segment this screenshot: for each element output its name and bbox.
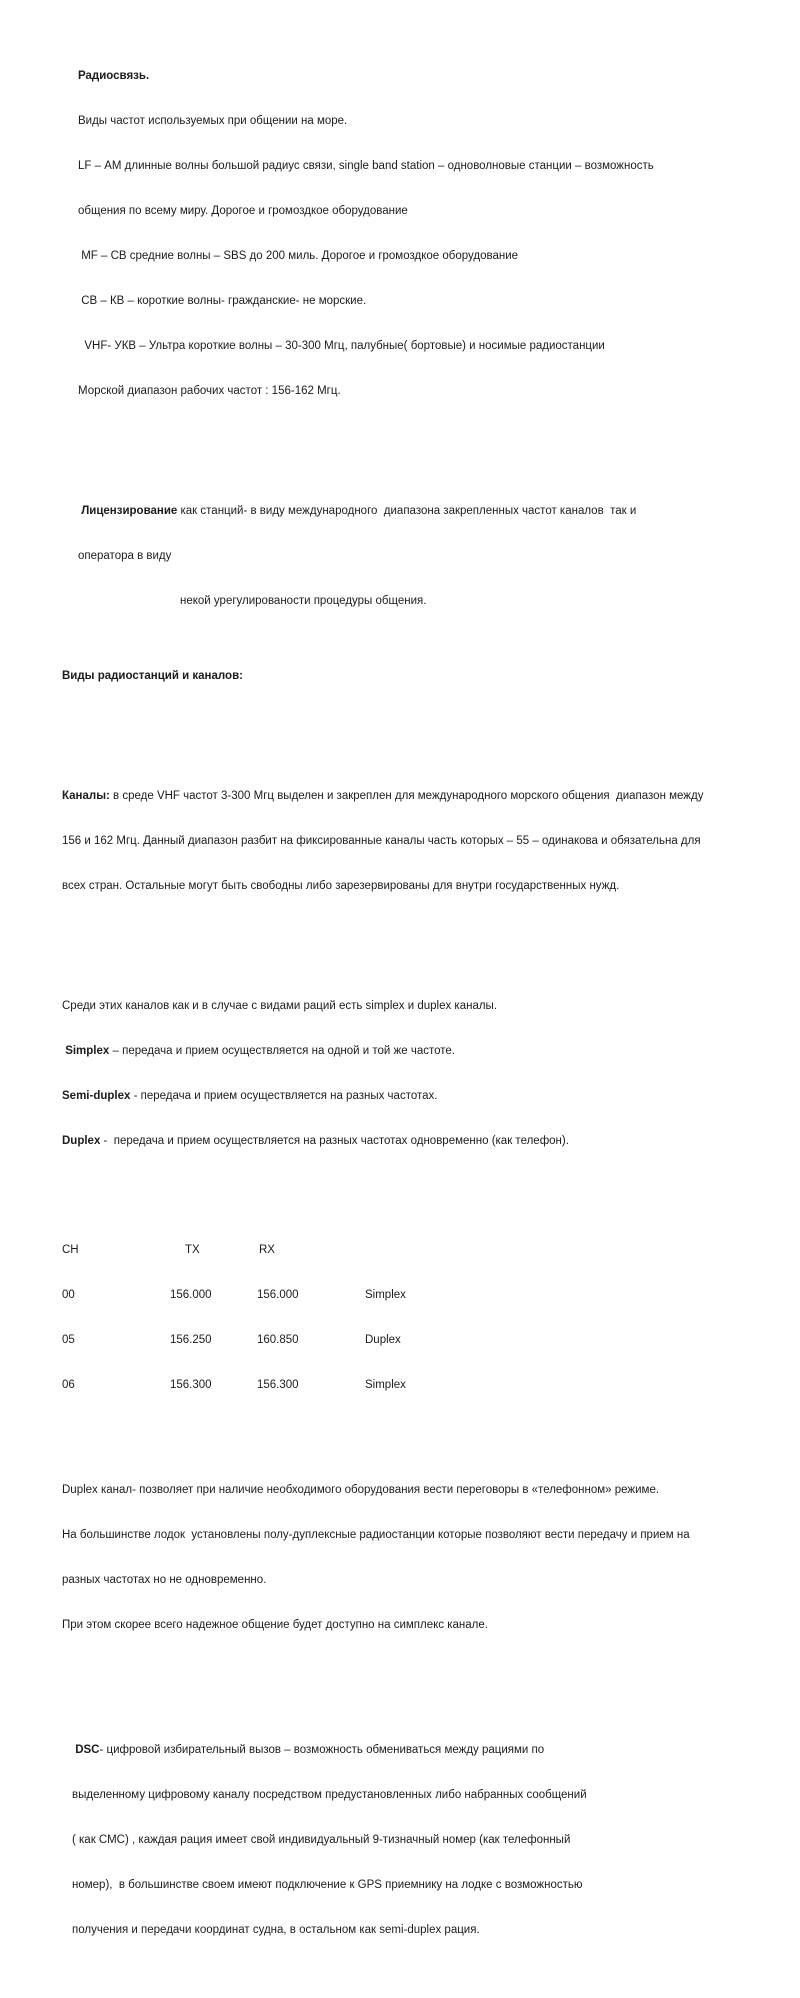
cell-rx: 160.850	[257, 1334, 299, 1346]
text-line-dsc	[0, 1743, 800, 1758]
text-line: VHF- УКВ – Ультра короткие волны – 30-300 Мгц, палубные( бортовые) и носимые радиостанции	[78, 340, 605, 352]
table-row	[0, 1333, 800, 1348]
section-heading: Виды радиостанций и каналов:	[62, 670, 243, 682]
text-line: Морской диапазон рабочих частот : 156-162 Мгц.	[78, 385, 341, 397]
text-line: всех стран. Остальные могут быть свободны либо зарезервированы для внутри государственных нужд.	[62, 880, 620, 892]
text-line: Duplex канал- позволяет при наличие необходимого оборудования вести переговоры в «телефонном» режиме.	[62, 1484, 660, 1496]
cell-mode: Duplex	[365, 1334, 401, 1346]
col-header-rx: RX	[259, 1244, 275, 1256]
cell-mode: Simplex	[365, 1379, 406, 1391]
cell-ch: 05	[62, 1334, 75, 1346]
text-line: ( как СМС) , каждая рация имеет свой индивидуальный 9-тизначный номер (как телефонный	[72, 1834, 571, 1846]
bold-run: Simplex	[62, 1045, 110, 1057]
text-line-channels	[0, 789, 800, 804]
channel-table	[0, 1213, 800, 1423]
bold-run: Каналы:	[62, 790, 110, 802]
cell-mode: Simplex	[365, 1289, 406, 1301]
text-line: На большинстве лодок установлены полу-дуплексные радиостанции которые позволяют вести передачу и прием на	[62, 1529, 690, 1541]
text-line-simplex	[0, 1044, 800, 1059]
table-header-row	[0, 1243, 800, 1258]
text-line: разных частотах но не одновременно.	[62, 1574, 267, 1586]
table-row	[0, 1288, 800, 1303]
text-line: номер), в большинстве своем имеют подключение к GPS приемнику на лодке с возможностью	[72, 1879, 583, 1891]
col-header-mode	[365, 1243, 800, 1258]
blank-line	[0, 714, 800, 729]
text-line: 156 и 162 Мгц. Данный диапазон разбит на фиксированные каналы часть которых – 55 – одинакова и обязательна для	[62, 835, 701, 847]
text-line: При этом скорее всего надежное общение будет доступно на симплекс канале.	[62, 1619, 488, 1631]
col-header-ch: CH	[62, 1244, 79, 1256]
cell-tx: 156.000	[170, 1289, 212, 1301]
cell-tx: 156.300	[170, 1379, 212, 1391]
text-run: - цифровой избирательный вызов – возможность обмениваться между рациями по	[99, 1744, 545, 1756]
text-line: LF – АМ длинные волны большой радиус связи, single band station – одноволновые станции – возможность	[78, 160, 654, 172]
text-line: общения по всему миру. Дорогое и громоздкое оборудование	[78, 205, 408, 217]
text-line: Среди этих каналов как и в случае с видами раций есть simplex и duplex каналы.	[62, 1000, 498, 1012]
cell-rx: 156.300	[257, 1379, 299, 1391]
bold-run: Duplex	[62, 1135, 101, 1147]
cell-rx: 156.000	[257, 1289, 299, 1301]
blank-line	[0, 924, 800, 939]
text-line-semi-duplex	[0, 1089, 800, 1104]
text-run: – передача и прием осуществляется на одной и той же частоте.	[109, 1045, 455, 1057]
text-run: - передача и прием осуществляется на разных частотах.	[130, 1090, 438, 1102]
text-line: получения и передачи координат судна, в остальном как semi-duplex рация.	[72, 1924, 480, 1936]
text-line: выделенному цифровому каналу посредством предустановленных либо набранных сообщений	[72, 1789, 587, 1801]
text-run: - передача и прием осуществляется на разных частотах одновременно (как телефон).	[100, 1135, 569, 1147]
table-row	[0, 1378, 800, 1393]
dsc-paragraph	[0, 1713, 800, 1968]
cell-ch: 00	[62, 1289, 75, 1301]
text-line-duplex	[0, 1134, 800, 1149]
col-header-tx: TX	[185, 1244, 200, 1256]
text-line: MF – СВ средние волны – SBS до 200 миль. Дорогое и громоздкое оборудование	[78, 250, 519, 262]
text-line-licensing	[0, 504, 800, 519]
text-line: Виды частот используемых при общении на море.	[78, 115, 348, 127]
cell-ch: 06	[62, 1379, 75, 1391]
text-run: в среде VHF частот 3-300 Мгц выделен и закреплен для международного морского общения диапазон между	[109, 790, 704, 802]
doc-title: Радиосвязь.	[78, 70, 150, 82]
bold-run: Лицензирование	[78, 505, 178, 517]
text-line: СВ – КВ – короткие волны- гражданские- не морские.	[78, 295, 367, 307]
bold-run: DSC	[72, 1744, 100, 1756]
text-line: оператора в виду	[78, 550, 172, 562]
cell-tx: 156.250	[170, 1334, 212, 1346]
blank-line	[0, 429, 800, 444]
text-line: некой урегулированости процедуры общения.	[180, 595, 427, 607]
text-run: как станций- в виду международного диапазона закрепленных частот каналов так и	[177, 505, 637, 517]
bold-run: Semi-duplex	[62, 1090, 131, 1102]
